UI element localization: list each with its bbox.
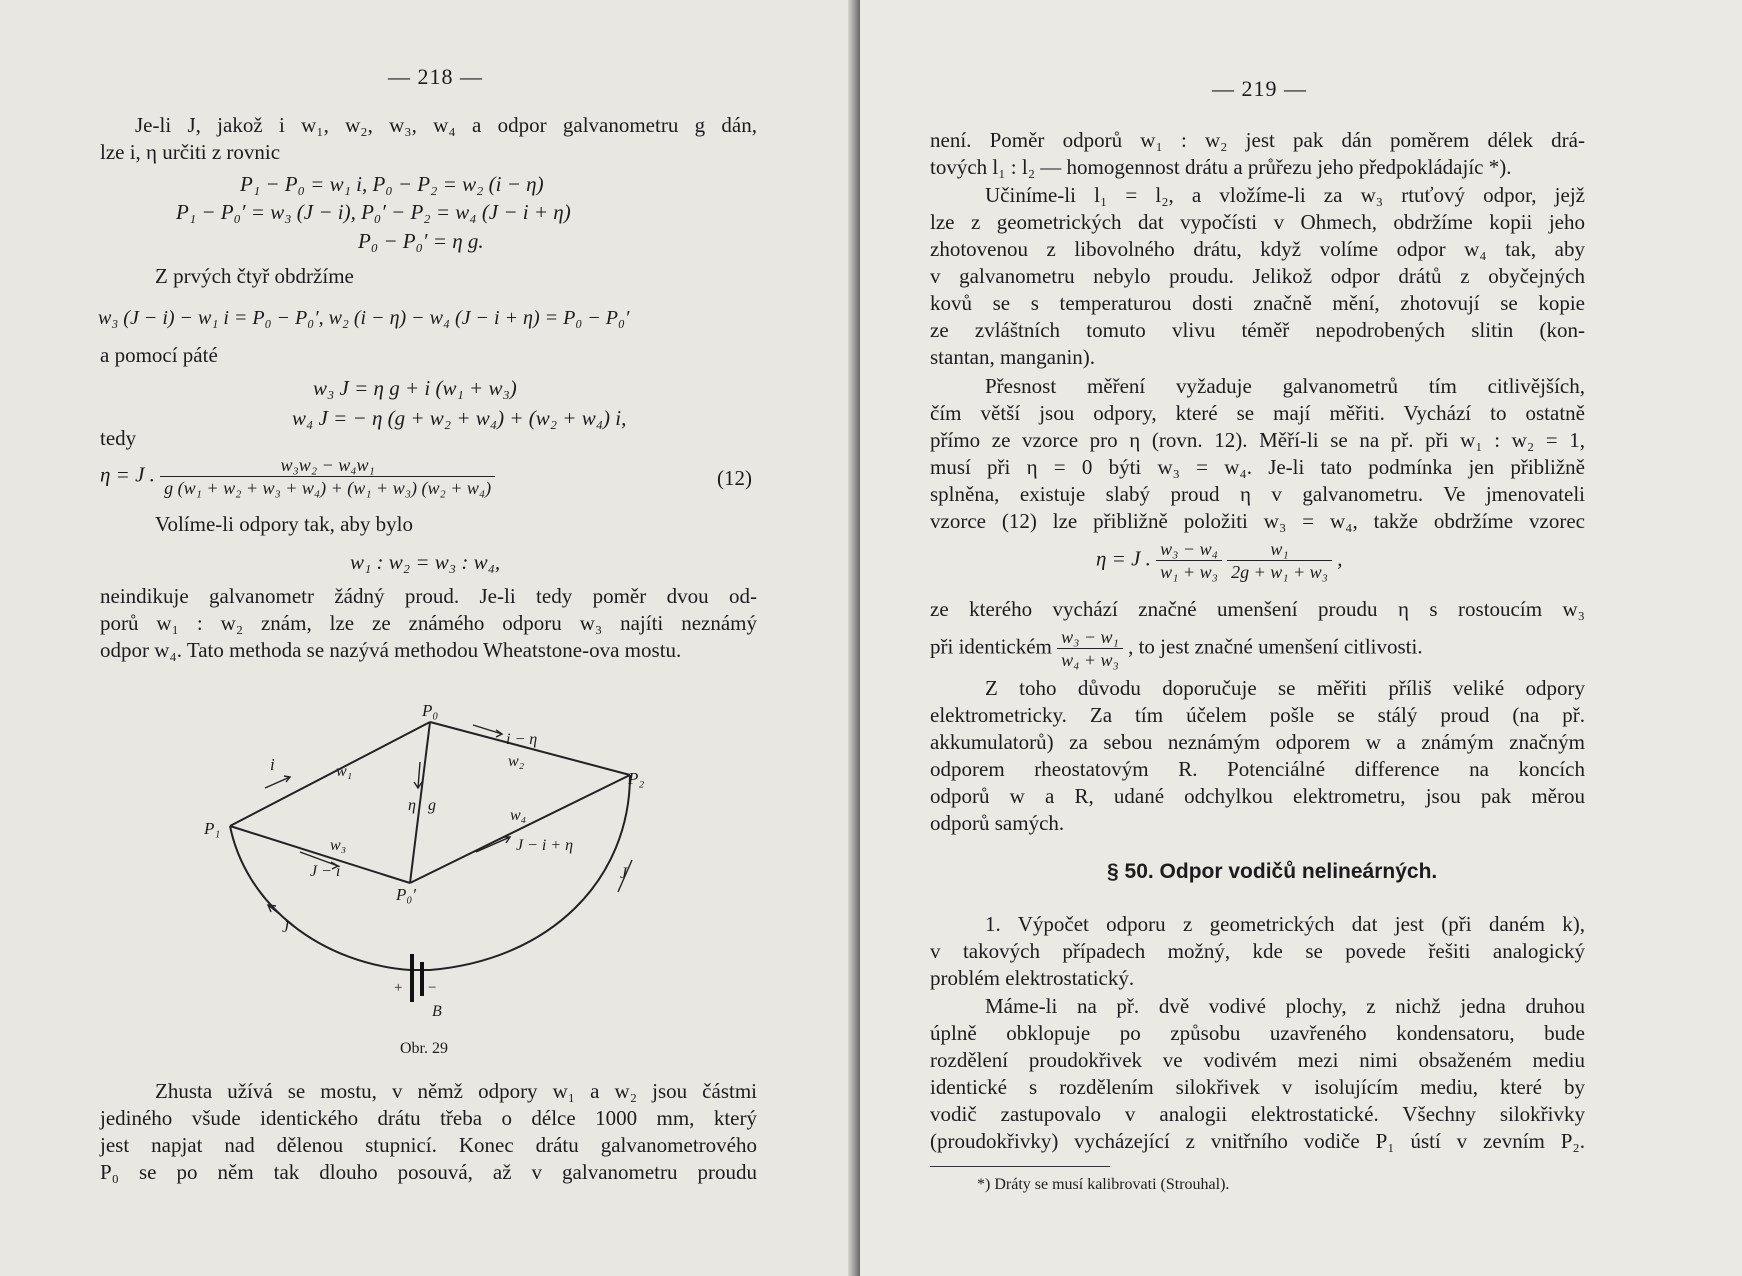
fraction-denominator: w₄ + w₃ — [1061, 650, 1119, 670]
text-line: jediného všude identického drátu třeba o délce 1000 mm, který — [100, 1106, 757, 1130]
equation: w₁ : w₂ = w₃ : w₄, — [350, 550, 501, 574]
wheatstone-bridge-figure — [190, 700, 670, 1040]
text-line: ze zvláštních tomuto vlivu téměř nepodrobených slitin (kon- — [930, 318, 1585, 342]
resistor-label: w₁ — [336, 763, 353, 780]
current-label: η — [408, 797, 416, 814]
equation-tail: , — [1337, 546, 1343, 571]
text-line: Zhusta užívá se mostu, v němž odpory w₁ a w₂ jsou částmi — [155, 1079, 757, 1103]
text-line: v galvanometru nebylo proudu. Jelikož odpor drátů z obyčejných — [930, 264, 1585, 288]
equation-number: (12) — [717, 466, 752, 490]
text-line: odporem rheostatovým R. Potenciálné difference na koncích — [930, 757, 1585, 781]
text-line: problém elektrostatický. — [930, 966, 1135, 990]
battery-label: B — [432, 1003, 442, 1020]
text-line: a pomocí páté — [100, 343, 218, 367]
resistor-label: w₃ — [330, 837, 347, 854]
fraction-denominator: g (w₁ + w₂ + w₃ + w₄) + (w₁ + w₃) (w₂ + w₄) — [164, 478, 492, 498]
section-heading: § 50. Odpor vodičů nelineárných. — [1107, 860, 1438, 883]
equation: w₃ J = η g + i (w₁ + w₃) — [313, 376, 517, 400]
resistor-label: w₄ — [510, 807, 527, 824]
text-line: elektrometricky. Za tím účelem pošle se stálý proud (na př. — [930, 703, 1585, 727]
fraction — [1057, 626, 1123, 671]
text-line — [930, 626, 1423, 671]
equation: w₃ (J − i) − w₁ i = P₀ − P₀′, w₂ (i − η) − w₄ (J − i + η) = P₀ − P₀′ — [98, 307, 630, 329]
node-label: P₀ — [422, 701, 439, 720]
footnote: *) Dráty se musí kalibrovati (Strouhal). — [977, 1176, 1230, 1193]
equation — [1096, 538, 1342, 583]
text-line: kovů se s temperaturou dosti značně mění, zhotovují se kopie — [930, 291, 1585, 315]
text-line: přímo ze vzorce pro η (rovn. 12). Měří-li se na př. při w₁ : w₂ = 1, — [930, 428, 1585, 452]
galvanometer-label: g — [428, 797, 436, 814]
footnote-rule — [930, 1166, 1110, 1167]
battery-minus: − — [428, 980, 437, 996]
text-line: lze i, η určiti z rovnic — [100, 140, 281, 164]
text-line: Přesnost měření vyžaduje galvanometrů tím citlivějších, — [985, 374, 1585, 398]
text-line: (proudokřivky) vycházející z vnitřního vodiče P₁ ústí v zevním P₂. — [930, 1129, 1585, 1153]
text-line: splněna, existuje slabý proud η v galvanometru. Ve jmenovateli — [930, 482, 1585, 506]
text-line: tových l₁ : l₂ — homogennost drátu a průřezu jeho předpokládajíc *). — [930, 155, 1512, 179]
fraction-denominator: 2g + w₁ + w₃ — [1231, 562, 1328, 582]
current-label: i — [270, 755, 275, 774]
fraction — [1156, 538, 1222, 583]
text-line: Z toho důvodu doporučuje se měřiti příliš veliké odpory — [985, 676, 1585, 700]
text-line: jest napjat nad dělenou stupnicí. Konec drátu galvanometrového — [100, 1133, 757, 1157]
text-line: Z prvých čtyř obdržíme — [155, 264, 354, 288]
fraction-numerator: w₃ − w₁ — [1057, 626, 1123, 649]
left-page — [0, 0, 860, 1276]
equation: P₀ − P₀′ = η g. — [358, 229, 484, 253]
text-line: lze z geometrických dat vypočísti v Ohmech, obdržíme kopii jeho — [930, 210, 1585, 234]
text-line: Je-li J, jakož i w₁, w₂, w₃, w₄ a odpor galvanometru g dán, — [135, 113, 757, 137]
fraction — [1227, 538, 1332, 583]
text-line: neindikuje galvanometr žádný proud. Je-li tedy poměr dvou od- — [100, 584, 757, 608]
current-label: J − i + η — [516, 837, 574, 854]
text-line: zhotovenou z libovolného drátu, když volíme odpor w₄ tak, aby — [930, 237, 1585, 261]
equation: w₄ J = − η (g + w₂ + w₄) + (w₂ + w₄) i, — [292, 406, 627, 430]
equation: P₁ − P₀ = w₁ i, P₀ − P₂ = w₂ (i − η) — [240, 172, 544, 196]
fraction-numerator: w₃w₂ − w₄w₁ — [160, 454, 495, 477]
text-line: odporů samých. — [930, 811, 1065, 835]
right-page — [860, 0, 1742, 1276]
page-number: — 219 — — [1212, 76, 1307, 101]
current-label: J — [620, 865, 628, 882]
text-line: Máme-li na př. dvě vodivé plochy, z nichž jedna druhou — [985, 994, 1585, 1018]
text-line: čím větší jsou odpory, které se mají měřiti. Vychází to ostatně — [930, 401, 1585, 425]
text-line: ze kterého vychází značné umenšení proudu η s rostoucím w₃ — [930, 597, 1585, 621]
battery-plus: + — [394, 980, 403, 996]
page-number: — 218 — — [388, 64, 483, 89]
text-line: odporů w a R, udané odchylkou elektrometru, jsou pak měrou — [930, 784, 1585, 808]
text-fragment: , to jest značné umenšení citlivosti. — [1128, 634, 1423, 659]
node-label: P₁ — [204, 819, 221, 838]
text-line: vzorce (12) lze přibližně položiti w₃ = w₄, takže obdržíme vzorec — [930, 509, 1585, 533]
current-label: J − i — [310, 863, 341, 880]
equation: P₁ − P₀′ = w₃ (J − i), P₀′ − P₂ = w₄ (J − i + η) — [176, 200, 571, 224]
text-line: porů w₁ : w₂ znám, lze ze známého odporu w₃ najíti neznámý — [100, 611, 757, 635]
equation-12 — [100, 454, 495, 499]
current-label: i − η — [506, 731, 538, 748]
text-line: tedy — [100, 426, 137, 450]
text-line: vodič zastupovalo v analogii elektrostatické. Všechny silokřivky — [930, 1102, 1585, 1126]
resistor-label: w₂ — [508, 753, 525, 770]
text-line: identické s rozdělením silokřivek v isolujícím mediu, které by — [930, 1075, 1585, 1099]
text-line: Volíme-li odpory tak, aby bylo — [155, 512, 413, 536]
text-line: v takových případech možný, kde se povede řešiti analogický — [930, 939, 1585, 963]
equation-lhs: η = J . — [1096, 546, 1151, 571]
text-line: Učiníme-li l₁ = l₂, a vložíme-li za w₃ rtuťový odpor, jejž — [985, 183, 1585, 207]
text-fragment: při identickém — [930, 634, 1052, 659]
node-label: P₂ — [628, 769, 645, 788]
text-line: úplně obklopuje po způsobu uzavřeného kondensatoru, bude — [930, 1021, 1585, 1045]
text-line: 1. Výpočet odporu z geometrických dat jest (při daném k), — [985, 912, 1585, 936]
text-line: P₀ se po něm tak dlouho posouvá, až v galvanometru proudu — [100, 1160, 757, 1184]
node-label: P₀′ — [396, 885, 417, 904]
text-line: rozdělení proudokřivek ve vodivém mezi nimi obsaženém mediu — [930, 1048, 1585, 1072]
fraction — [160, 454, 495, 499]
text-line: není. Poměr odporů w₁ : w₂ jest pak dán poměrem délek drá- — [930, 128, 1585, 152]
figure-caption: Obr. 29 — [400, 1040, 448, 1057]
text-line: musí při η = 0 býti w₃ = w₄. Je-li tato podmínka jen přibližně — [930, 455, 1585, 479]
text-line: stantan, manganin). — [930, 345, 1096, 369]
fraction-numerator: w₁ — [1227, 538, 1332, 561]
fraction-denominator: w₁ + w₃ — [1160, 562, 1218, 582]
text-line: akkumulatorů) za sebou neznámým odporem w a známým značným — [930, 730, 1585, 754]
equation-lhs: η = J . — [100, 462, 155, 487]
text-line: odpor w₄. Tato methoda se nazývá methodou Wheatstone-ova mostu. — [100, 638, 682, 662]
current-label: J — [282, 919, 290, 936]
fraction-numerator: w₃ − w₄ — [1156, 538, 1222, 561]
